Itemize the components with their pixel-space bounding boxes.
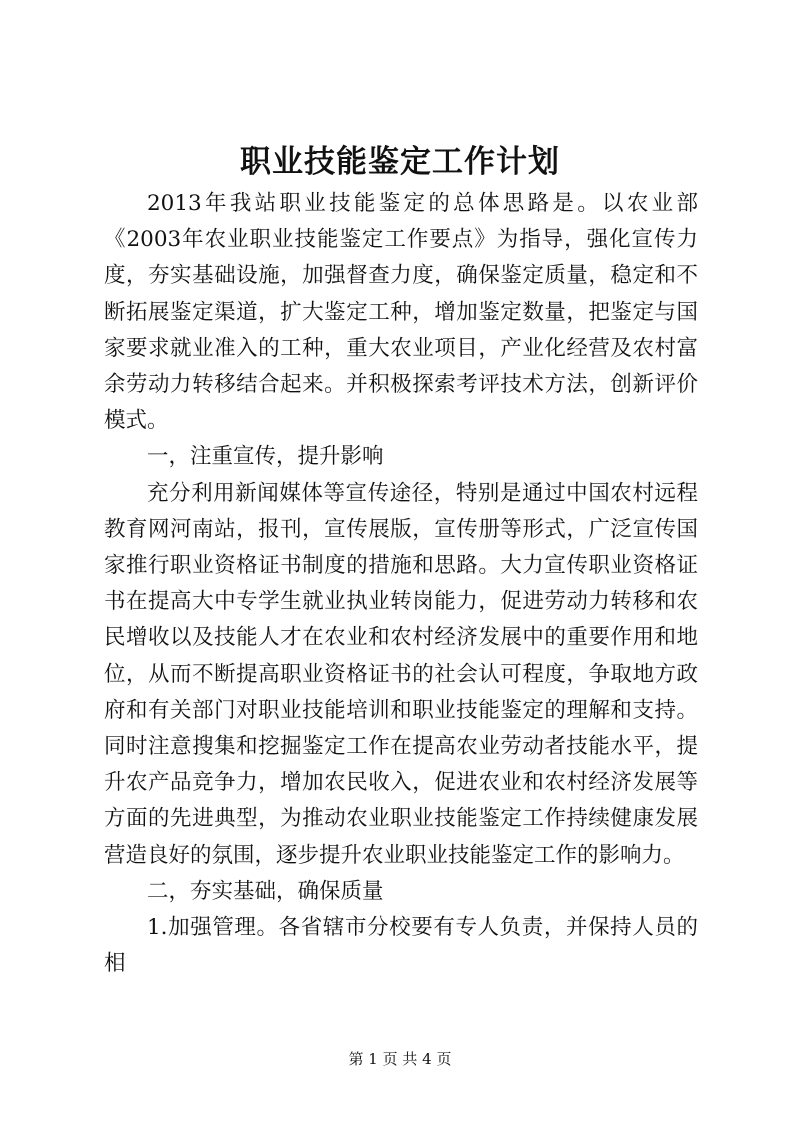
page-footer: 第 1 页 共 4 页	[348, 1050, 452, 1068]
section-heading-1: 一，注重宣传，提升影响	[147, 444, 384, 470]
section-heading-2: 二，夯实基础，确保质量	[147, 878, 384, 904]
intro-paragraph: 2013年我站职业技能鉴定的总体思路是。以农业部《2003年农业职业技能鉴定工作要点》为指导，强化宣传力度，夯实基础设施，加强督查力度，确保鉴定质量，稳定和不断拓展鉴定渠道，扩大鉴定工种，增加鉴定数量，把鉴定与国家要求就业准入的工种，重大农业项目，产业化经营及农村富余劳动力转移结合起来。并积极探索考评技术方法，创新评价模式。	[104, 191, 698, 434]
document-body	[104, 186, 698, 982]
document-title: 职业技能鉴定工作计划	[240, 144, 560, 180]
section-2-paragraph: 1.加强管理。各省辖市分校要有专人负责，并保持人员的相	[104, 915, 698, 977]
section-1-paragraph: 充分利用新闻媒体等宣传途径，特别是通过中国农村远程教育网河南站，报刊，宣传展版，宣传册等形式，广泛宣传国家推行职业资格证书制度的措施和思路。大力宣传职业资格证书在提高大中专学生就业执业转岗能力，促进劳动力转移和农民增收以及技能人才在农业和农村经济发展中的重要作用和地位，从而不断提高职业资格证书的社会认可程度，争取地方政府和有关部门对职业技能培训和职业技能鉴定的理解和支持。同时注意搜集和挖掘鉴定工作在提高农业劳动者技能水平，提升农产品竞争力，增加农民收入，促进农业和农村经济发展等方面的先进典型，为推动农业职业技能鉴定工作持续健康发展营造良好的氛围，逐步提升农业职业技能鉴定工作的影响力。	[104, 480, 698, 868]
